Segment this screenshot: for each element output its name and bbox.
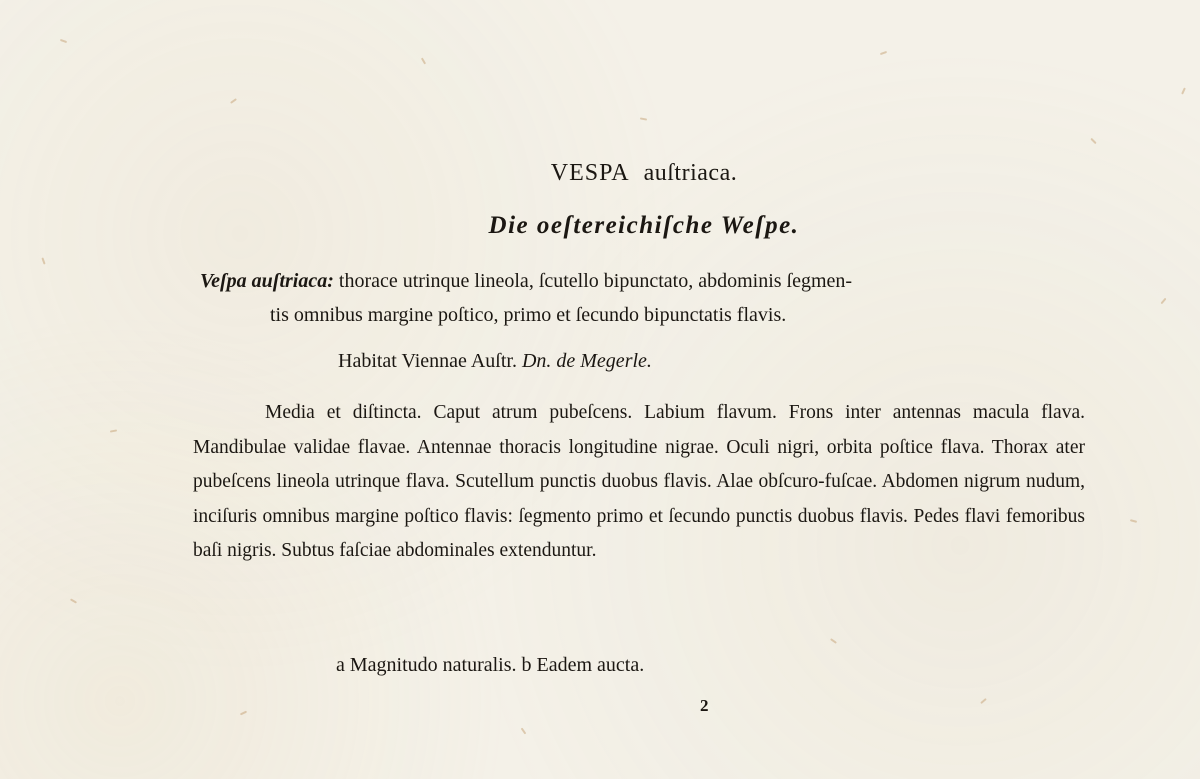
description-block [193,396,1085,569]
species-diagnosis [200,264,1090,332]
paper-fleck [521,728,527,735]
page-number: 2 [700,696,709,715]
paper-fleck [230,98,237,104]
figure-caption: a Magnitudo naturalis. b Eadem aucta. [336,654,645,676]
paper-fleck [1090,138,1096,144]
paper-fleck [880,51,887,55]
habitat-text: Habitat Viennae Auſtr. [338,350,517,372]
paper-fleck [1130,519,1137,523]
diagnosis-name: Veſpa auſtriaca: [200,270,334,292]
species-name: auſtriaca. [643,160,738,186]
paper-fleck [640,117,647,120]
paper-fleck [110,429,117,432]
paper-fleck [70,598,77,603]
german-subtitle: Die oeſtereichiſche Weſpe. [488,212,800,239]
diagnosis-line-2: tis omnibus margine poſtico, primo et ſecundo bipunctatis flavis. [270,304,787,326]
paper-fleck [240,711,247,716]
description-paragraph: Media et diſtincta. Caput atrum pubeſcens. Labium flavum. Frons inter antennas macula flava. Mandibulae validae flavae. Antennae thoracis longitudine nigrae. Oculi nigri, orbita poſtice flava. Thorax ater pubeſcens lineola utrinque flava. Scutellum punctis duobus flavis. Alae obſcuro-fuſcae. Abdomen nigrum nudum, inciſuris omnibus margine poſtico flavis: ſegmento primo et ſecundo punctis duobus flavis. Pedes flavi femoribus baſi nigris. Subtus faſciae abdominales extenduntur. [193,402,1085,561]
paper-fleck [60,39,67,43]
paper-fleck [1160,298,1166,305]
genus-name: VESPA [550,160,630,186]
paper-fleck [980,698,987,704]
paper-fleck [1181,87,1186,94]
paper-fleck [830,638,837,644]
paper-fleck [41,257,45,264]
habitat-authority: Dn. de Megerle. [521,350,652,372]
diagnosis-line-1: thorace utrinque lineola, ſcutello bipunctato, abdominis ſegmen- [338,270,853,292]
page-title [0,160,1200,187]
paper-fleck [421,57,426,64]
habitat-line [338,350,652,373]
